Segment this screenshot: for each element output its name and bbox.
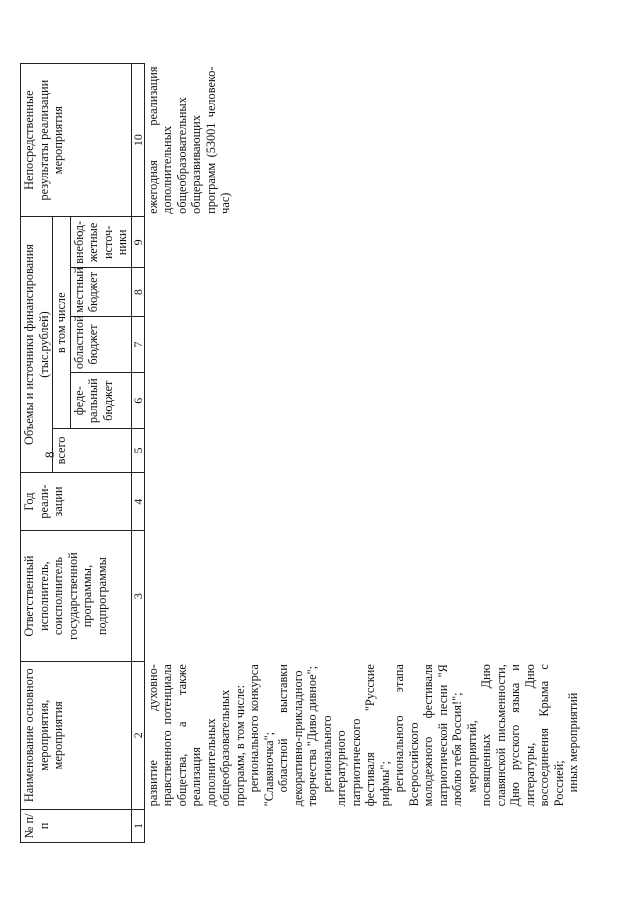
activity-line: мероприятий, посвященных Дню славянской письменности, Дню русского языка и литературы, Дню воссоединения Крыма с Россией; [464,664,566,807]
activity-line: иных мероприятий [566,692,580,793]
activity-line: регионального конкурса "Славяночка"; [247,664,276,807]
activity-line: развитие духовно-нравственного потенциала общества, а также реализация дополнительных общеобразовательных программ, в том числе: [145,664,247,807]
header-name: Наименование основного мероприятия, мероприятия [21,661,132,809]
col-number: 4 [131,472,144,531]
header-executor: Ответственный исполнитель, соисполнитель государственной программы, подпрограммы [21,531,132,661]
col-number: 10 [131,64,144,217]
program-table [20,63,582,843]
header-number: № п/п [21,809,132,842]
header-total: всего [53,429,132,472]
header-regional: областной бюджет [70,316,131,372]
col-number: 1 [131,809,144,842]
header-finance: Объемы и источники финансирования (тыс.рублей) [21,217,53,472]
activity-result: ежегодная реализация дополнительных общеобразовательных общеразвивающих программ (53001 человеко-час) [144,64,582,217]
header-result: Непосредственные результаты реализации мероприятия [21,64,132,217]
col-number: 6 [131,373,144,429]
header-local: местный бюджет [70,268,131,317]
header-extrabudget: внебюд-жетные источ-ники [70,217,131,268]
activity-line: регионального литературного патриотического фестиваля "Русские рифмы"; [319,664,392,807]
activity-line: областной выставки декоративно-прикладного творчества "Диво дивное"; [276,664,319,807]
header-federal: феде-ральный бюджет [70,373,131,429]
col-number: 7 [131,316,144,372]
col-number: 2 [131,661,144,809]
column-numbers-row [131,64,144,843]
page-number: 8 [42,451,57,458]
header-year: Год реали-зации [21,472,132,531]
col-number: 5 [131,429,144,472]
activity-description [144,661,582,809]
col-number: 8 [131,268,144,317]
rotated-page [20,25,580,843]
table-row [144,64,582,843]
col-number: 9 [131,217,144,268]
header-including: в том числе [53,217,71,429]
activity-line: регионального этапа Всероссийского молодежного фестиваля патриотической песни "Я люблю тебя Россия!"; [392,664,464,807]
col-number: 3 [131,531,144,661]
